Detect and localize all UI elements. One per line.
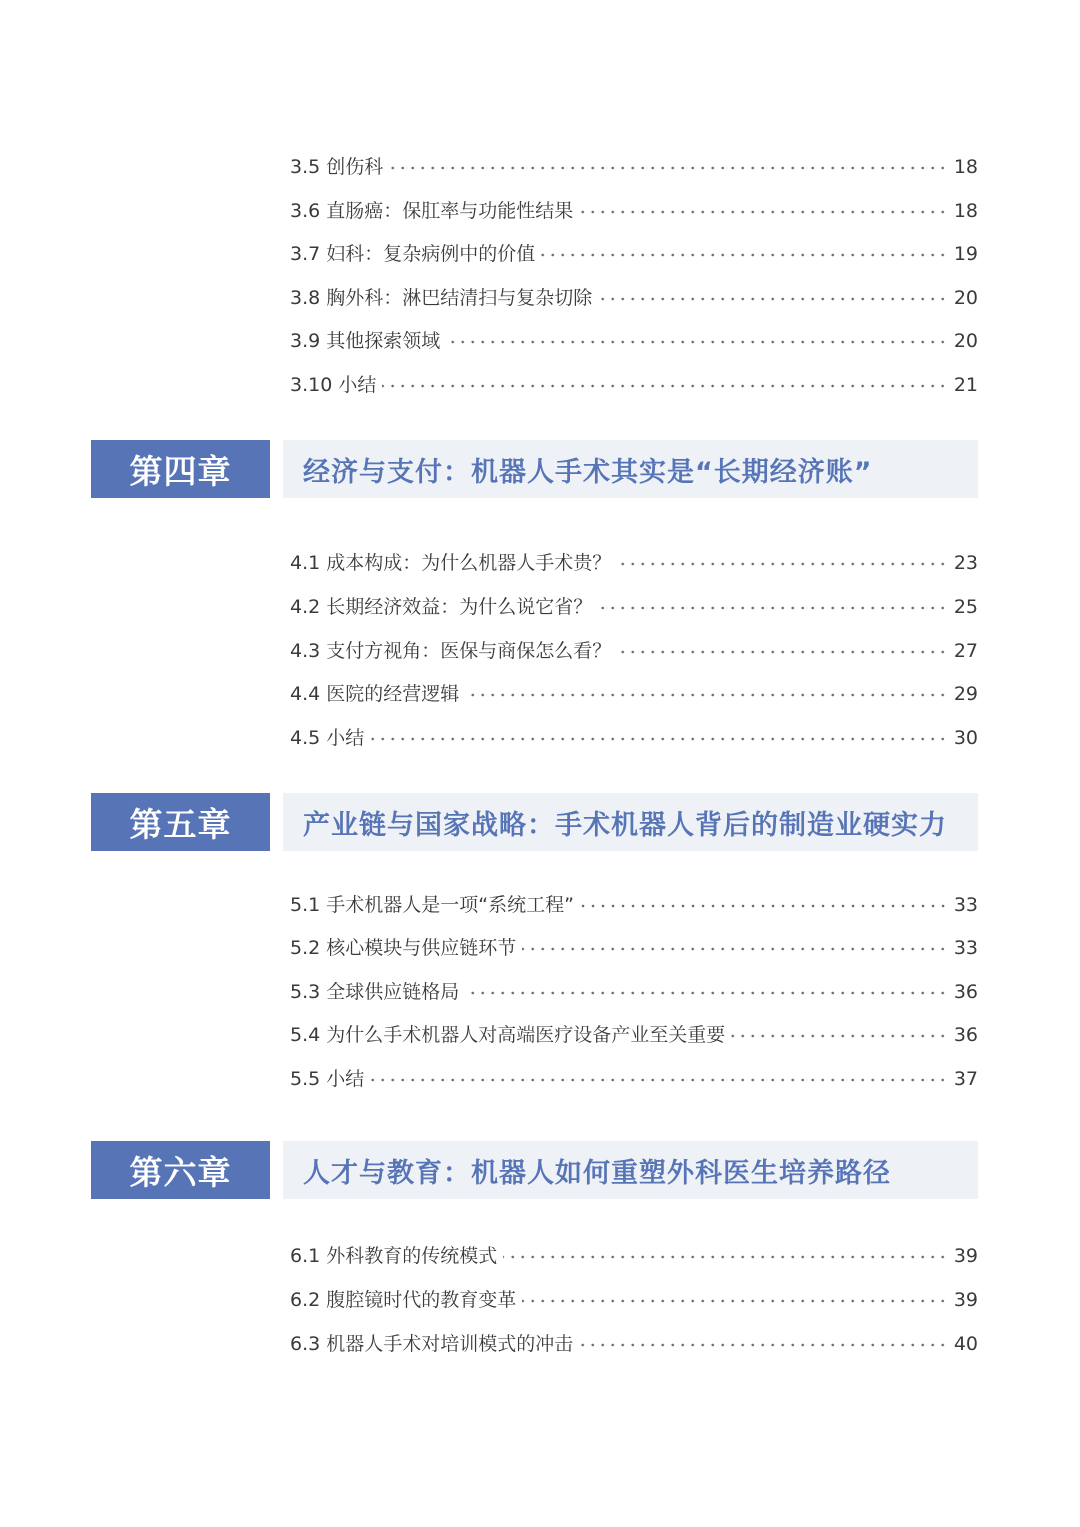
dot-leader <box>579 206 948 218</box>
toc-entry-title: 5.1 手术机器人是一项“系统工程” <box>290 894 574 916</box>
toc-entry[interactable] <box>290 590 978 620</box>
toc-entry[interactable] <box>290 237 978 267</box>
toc-entry-page: 30 <box>953 727 978 749</box>
toc-entry[interactable] <box>290 888 978 918</box>
toc-entry-title: 5.3 全球供应链格局 <box>290 981 460 1003</box>
toc-entry-page: 39 <box>953 1289 978 1311</box>
toc-entry-page: 27 <box>953 640 978 662</box>
dot-leader <box>579 1339 948 1351</box>
toc-entry[interactable] <box>290 975 978 1005</box>
toc-entry[interactable] <box>290 634 978 664</box>
toc-entry-page: 21 <box>953 374 978 396</box>
toc-entry[interactable] <box>290 677 978 707</box>
toc-entry-page: 23 <box>953 552 978 574</box>
dot-leader <box>580 900 948 912</box>
toc-entry[interactable] <box>290 721 978 751</box>
toc-entry-page: 18 <box>953 156 978 178</box>
toc-entry[interactable] <box>290 194 978 224</box>
toc-entry[interactable] <box>290 368 978 398</box>
toc-entry-page: 36 <box>953 981 978 1003</box>
toc-entry-page: 29 <box>953 683 978 705</box>
toc-entry-page: 39 <box>953 1245 978 1267</box>
toc-entry-title: 3.7 妇科：复杂病例中的价值 <box>290 243 536 265</box>
toc-entry-title: 6.3 机器人手术对培训模式的冲击 <box>290 1333 574 1355</box>
toc-entry[interactable] <box>290 281 978 311</box>
toc-entry-page: 40 <box>953 1333 978 1355</box>
dot-leader <box>389 162 948 174</box>
dot-leader <box>617 558 948 570</box>
toc-entry-title: 3.9 其他探索领域 <box>290 330 441 352</box>
toc-entry-title: 3.5 创伤科 <box>290 156 384 178</box>
dot-leader <box>465 987 948 999</box>
toc-entry-title: 5.4 为什么手术机器人对高端医疗设备产业至关重要 <box>290 1024 726 1046</box>
toc-entry-title: 6.1 外科教育的传统模式 <box>290 1245 498 1267</box>
dot-leader <box>446 336 948 348</box>
chapter-4-title[interactable]: 经济与支付：机器人手术其实是“长期经济账” <box>283 440 978 498</box>
toc-entry-title: 4.2 长期经济效益：为什么说它省？ <box>290 596 593 618</box>
toc-entry-page: 33 <box>953 894 978 916</box>
chapter-5-tag: 第五章 <box>91 793 270 851</box>
toc-entry-page: 25 <box>953 596 978 618</box>
toc-entry-title: 4.5 小结 <box>290 727 365 749</box>
toc-entry[interactable] <box>290 1018 978 1048</box>
toc-entry-page: 20 <box>953 287 978 309</box>
dot-leader <box>503 1251 948 1263</box>
dot-leader <box>522 943 948 955</box>
toc-entry-title: 5.2 核心模块与供应链环节 <box>290 937 517 959</box>
toc-entry-page: 37 <box>953 1068 978 1090</box>
dot-leader <box>465 689 948 701</box>
toc-entry-title: 6.2 腹腔镜时代的教育变革 <box>290 1289 517 1311</box>
chapter-6-tag: 第六章 <box>91 1141 270 1199</box>
toc-entry[interactable] <box>290 150 978 180</box>
toc-entry[interactable] <box>290 1283 978 1313</box>
dot-leader <box>382 380 948 392</box>
chapter-4-tag: 第四章 <box>91 440 270 498</box>
toc-entry-title: 3.6 直肠癌：保肛率与功能性结果 <box>290 200 574 222</box>
toc-entry-title: 3.10 小结 <box>290 374 377 396</box>
toc-entry-title: 3.8 胸外科：淋巴结清扫与复杂切除 <box>290 287 593 309</box>
dot-leader <box>598 602 948 614</box>
chapter-6-title[interactable]: 人才与教育：机器人如何重塑外科医生培养路径 <box>283 1141 978 1199</box>
toc-entry[interactable] <box>290 546 978 576</box>
toc-entry-page: 19 <box>953 243 978 265</box>
dot-leader <box>617 646 948 658</box>
toc-entry-title: 4.4 医院的经营逻辑 <box>290 683 460 705</box>
dot-leader <box>522 1295 948 1307</box>
toc-entry-page: 20 <box>953 330 978 352</box>
toc-entry[interactable] <box>290 931 978 961</box>
toc-entry[interactable] <box>290 1327 978 1357</box>
toc-entry[interactable] <box>290 324 978 354</box>
toc-entry-page: 18 <box>953 200 978 222</box>
toc-entry-page: 33 <box>953 937 978 959</box>
toc-entry[interactable] <box>290 1239 978 1269</box>
toc-entry-title: 4.3 支付方视角：医保与商保怎么看？ <box>290 640 612 662</box>
dot-leader <box>731 1030 948 1042</box>
dot-leader <box>370 733 948 745</box>
toc-entry-title: 5.5 小结 <box>290 1068 365 1090</box>
chapter-5-title[interactable]: 产业链与国家战略：手术机器人背后的制造业硬实力 <box>283 793 978 851</box>
dot-leader <box>598 293 948 305</box>
dot-leader <box>370 1074 948 1086</box>
toc-entry-page: 36 <box>953 1024 978 1046</box>
dot-leader <box>541 249 948 261</box>
toc-entry[interactable] <box>290 1062 978 1092</box>
toc-entry-title: 4.1 成本构成：为什么机器人手术贵？ <box>290 552 612 574</box>
